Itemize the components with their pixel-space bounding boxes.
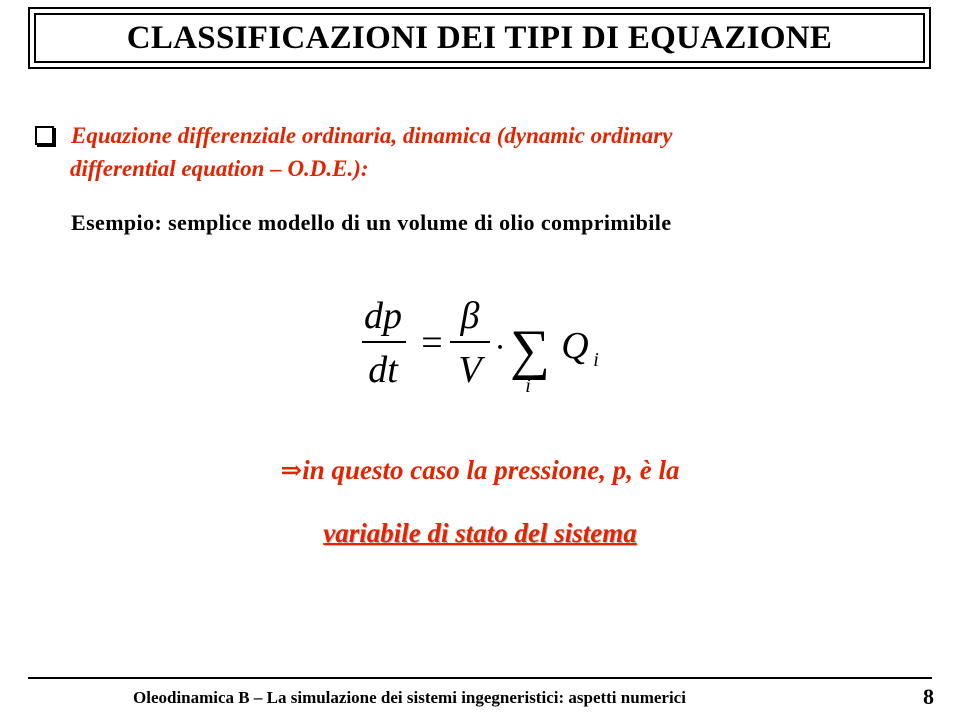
eq-term-subscript: i bbox=[593, 349, 599, 371]
implication-text: in questo caso la pressione, p, è la bbox=[302, 455, 680, 485]
eq-sum-index: i bbox=[525, 375, 531, 397]
square-bullet-icon bbox=[35, 126, 54, 145]
eq-rhs-denominator: V bbox=[458, 349, 482, 391]
footer-divider bbox=[28, 677, 932, 679]
ode-equation bbox=[350, 290, 610, 400]
slide-title: CLASSIFICAZIONI DEI TIPI DI EQUAZIONE bbox=[34, 13, 925, 63]
eq-term: Q bbox=[561, 325, 589, 367]
footer-text: Oleodinamica B – La simulazione dei sistemi ingegneristici: aspetti numerici bbox=[133, 688, 686, 707]
eq-rhs-numerator: β bbox=[460, 295, 480, 337]
title-frame bbox=[28, 7, 931, 69]
page-number: 8 bbox=[923, 684, 934, 709]
bullet-line-2: differential equation – O.D.E.): bbox=[70, 156, 369, 181]
eq-lhs-numerator: dp bbox=[364, 295, 402, 337]
implication-line bbox=[0, 455, 960, 486]
bullet-line-1: Equazione differenziale ordinaria, dinamica (dynamic ordinary bbox=[71, 123, 673, 148]
bullet-item bbox=[35, 119, 939, 185]
state-variable-text: variabile di stato del sistema bbox=[323, 518, 637, 548]
eq-lhs-denominator: dt bbox=[368, 349, 398, 391]
example-text: Esempio: semplice modello di un volume di olio comprimibile bbox=[71, 210, 672, 235]
eq-dot: · bbox=[494, 329, 506, 366]
sum-symbol-icon: ∑ bbox=[510, 319, 550, 381]
implies-arrow-icon: ⇒ bbox=[280, 456, 303, 485]
eq-equals: = bbox=[421, 322, 443, 364]
